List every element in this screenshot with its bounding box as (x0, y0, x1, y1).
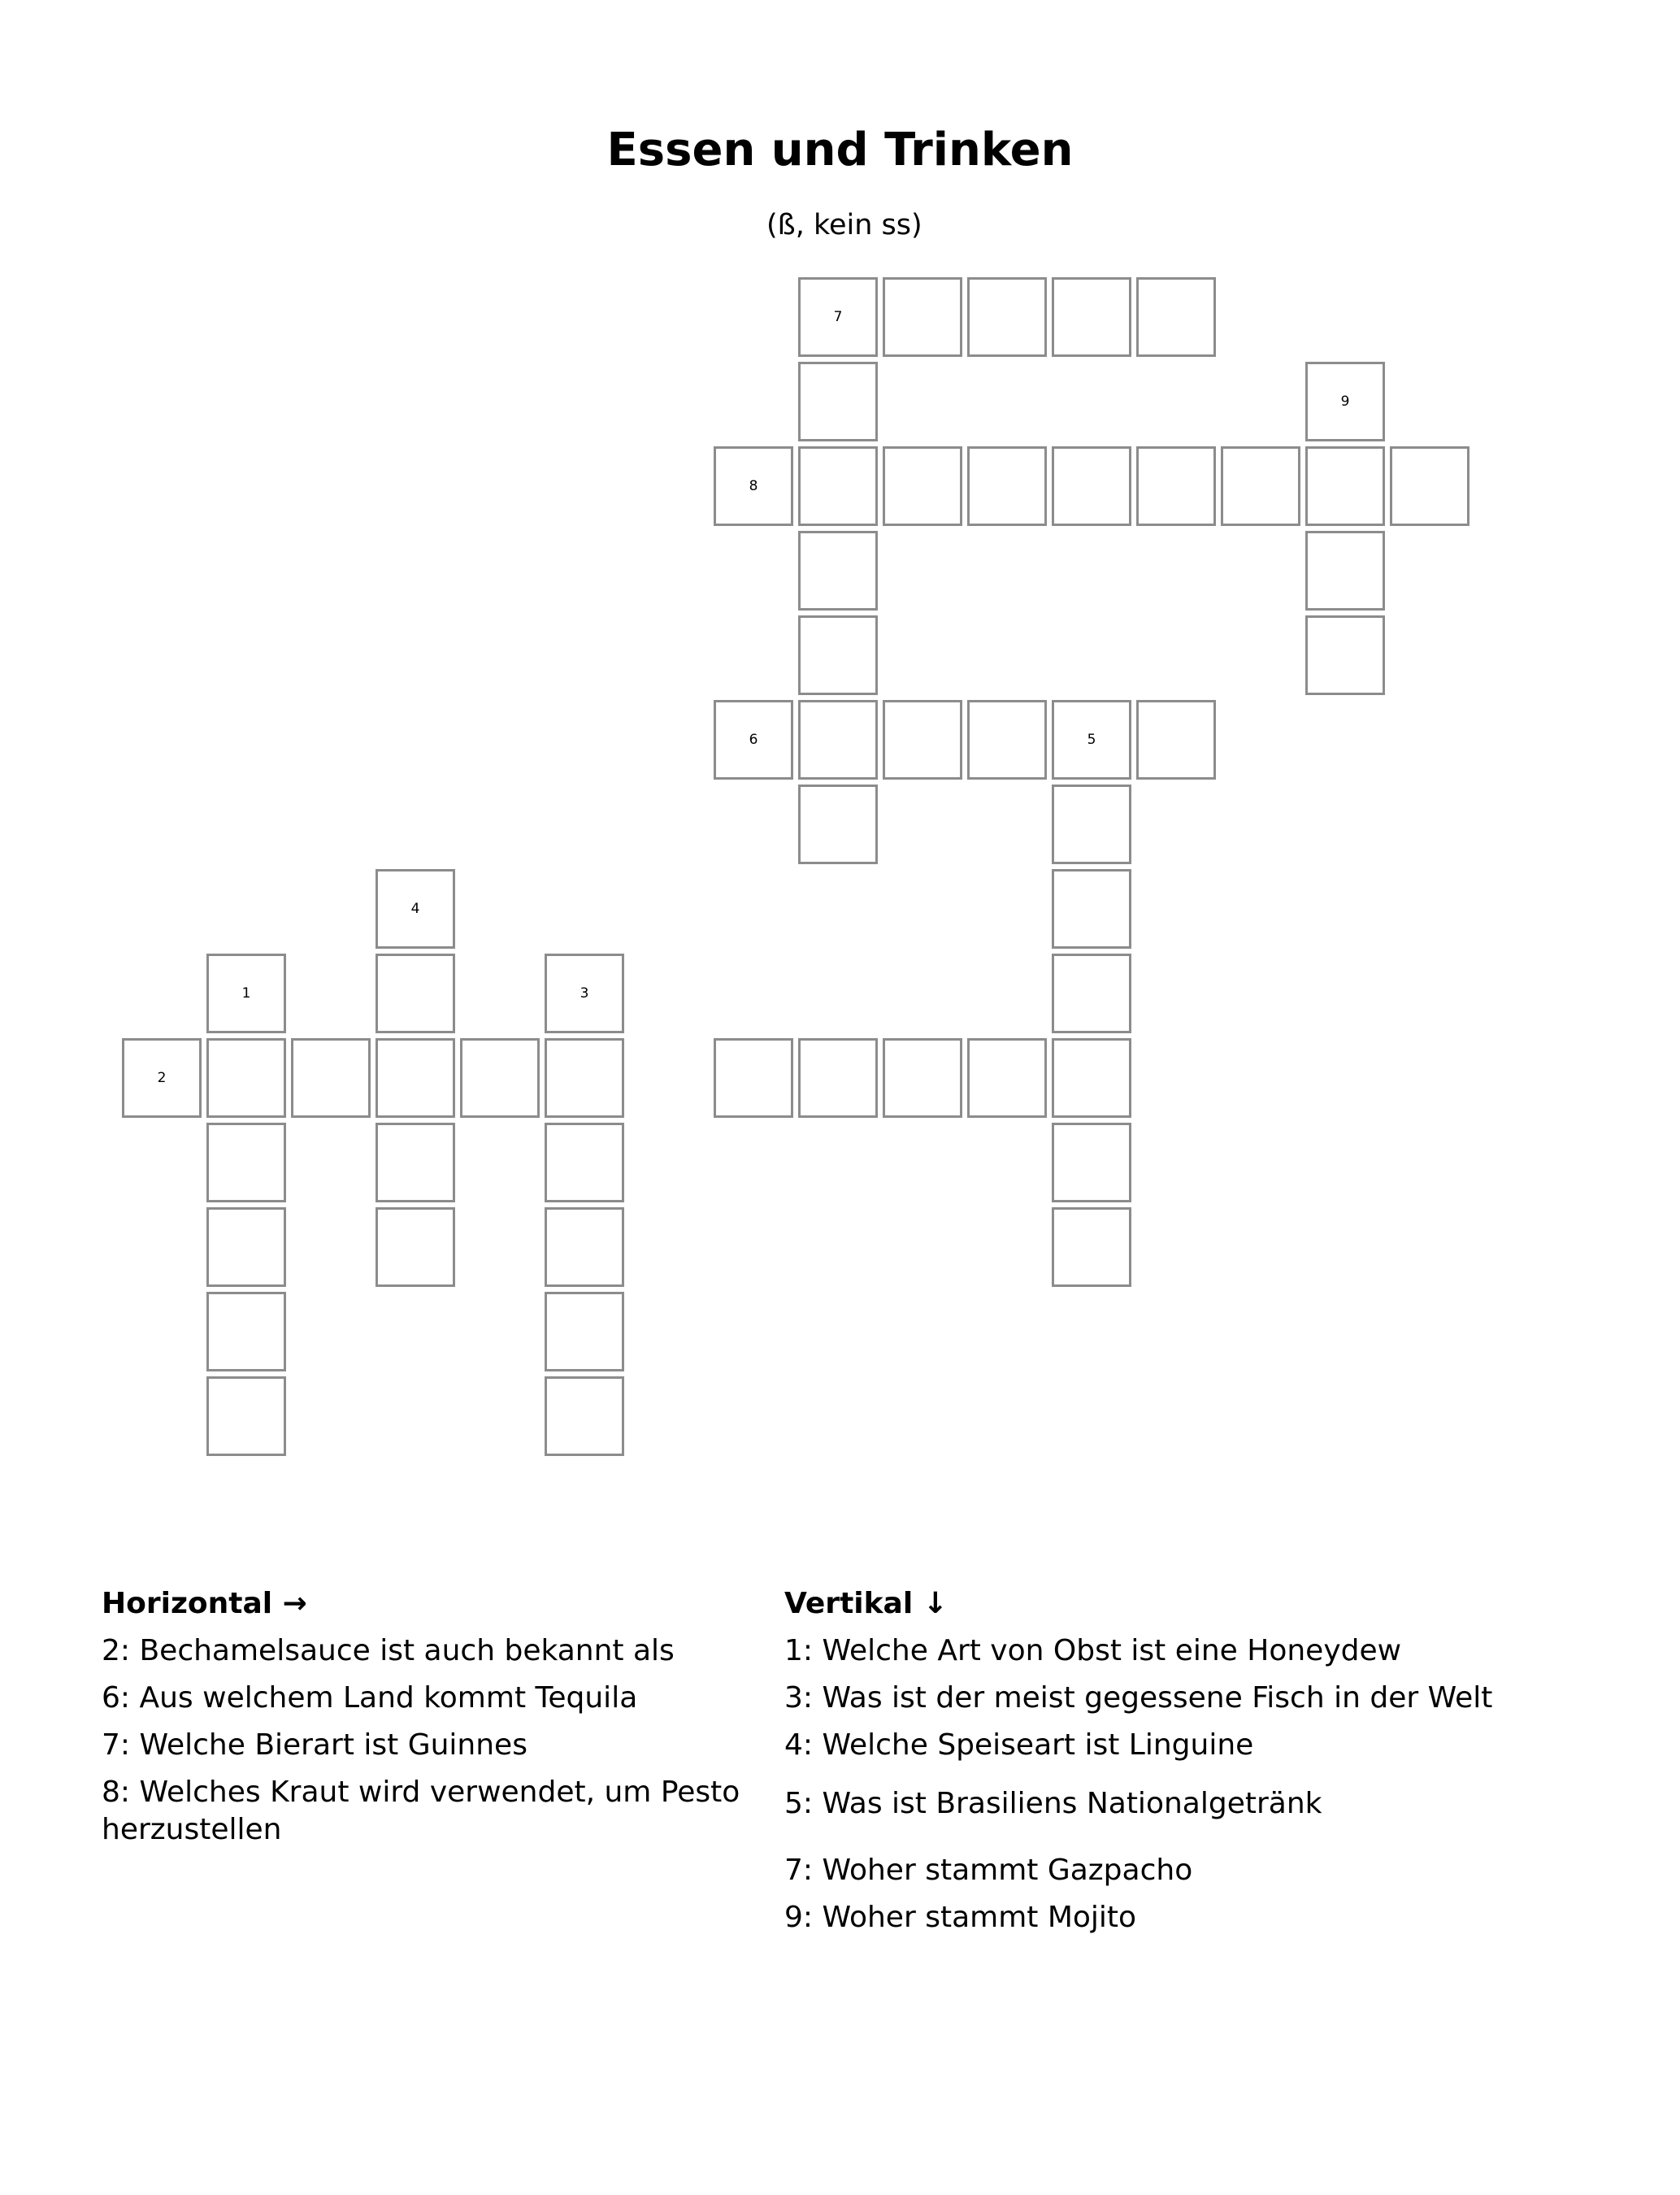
clue-across-6: 6: Aus welchem Land kommt Tequila (102, 1681, 638, 1715)
crossword-cell[interactable] (376, 1038, 455, 1118)
crossword-cell[interactable] (545, 1376, 624, 1456)
crossword-cell-2[interactable]: 2 (122, 1038, 202, 1118)
crossword-cell[interactable] (798, 785, 878, 864)
crossword-cell[interactable] (798, 531, 878, 611)
clue-down-5: 5: Was ist Brasiliens Nationalgetränk (784, 1787, 1322, 1820)
crossword-cell[interactable] (1052, 785, 1131, 864)
crossword-cell[interactable] (883, 277, 962, 357)
crossword-cell[interactable] (883, 700, 962, 780)
crossword-cell[interactable] (1305, 615, 1385, 695)
crossword-cell[interactable] (798, 362, 878, 441)
crossword-cell[interactable] (291, 1038, 371, 1118)
crossword-cell[interactable] (376, 954, 455, 1033)
crossword-cell[interactable] (545, 1292, 624, 1371)
crossword-cell-6[interactable]: 6 (714, 700, 793, 780)
crossword-cell[interactable] (545, 1123, 624, 1202)
crossword-cell[interactable] (545, 1038, 624, 1118)
crossword-cell[interactable] (206, 1123, 286, 1202)
clue-down-4: 4: Welche Speiseart ist Linguine (784, 1728, 1254, 1762)
crossword-cell[interactable] (1136, 277, 1216, 357)
crossword-cell[interactable] (798, 615, 878, 695)
page-subtitle: (ß, kein ss) (766, 209, 922, 241)
crossword-cell[interactable] (1052, 1207, 1131, 1287)
crossword-cell[interactable] (967, 700, 1047, 780)
down-clues (784, 1585, 1597, 1946)
crossword-cell[interactable] (206, 1207, 286, 1287)
crossword-cell-1[interactable]: 1 (206, 954, 286, 1033)
crossword-cell[interactable] (714, 1038, 793, 1118)
crossword-cell[interactable] (1136, 700, 1216, 780)
clue-down-3: 3: Was ist der meist gegessene Fisch in der Welt (784, 1681, 1493, 1715)
crossword-cell-5[interactable]: 5 (1052, 700, 1131, 780)
crossword-cell[interactable] (545, 1207, 624, 1287)
crossword-cell[interactable] (206, 1292, 286, 1371)
crossword-cell[interactable] (883, 1038, 962, 1118)
crossword-cell[interactable] (376, 1123, 455, 1202)
crossword-cell[interactable] (798, 1038, 878, 1118)
clue-across-7: 7: Welche Bierart ist Guinnes (102, 1728, 527, 1762)
clue-down-7: 7: Woher stammt Gazpacho (784, 1854, 1193, 1887)
clue-down-9: 9: Woher stammt Mojito (784, 1901, 1137, 1934)
clue-across-8: 8: Welches Kraut wird verwendet, um Pesto herzustellen (102, 1776, 740, 1846)
crossword-cell[interactable] (798, 700, 878, 780)
crossword-cell[interactable] (1052, 446, 1131, 526)
across-heading: Horizontal → (102, 1587, 307, 1620)
crossword-cell[interactable] (206, 1376, 286, 1456)
crossword-cell[interactable] (1305, 531, 1385, 611)
crossword-cell[interactable] (798, 446, 878, 526)
crossword-cell-9[interactable]: 9 (1305, 362, 1385, 441)
crossword-cell[interactable] (1052, 1038, 1131, 1118)
crossword-cell[interactable] (376, 1207, 455, 1287)
crossword-cell-4[interactable]: 4 (376, 869, 455, 949)
clue-down-1: 1: Welche Art von Obst ist eine Honeydew (784, 1634, 1402, 1667)
crossword-cell[interactable] (1052, 1123, 1131, 1202)
crossword-cell[interactable] (1052, 954, 1131, 1033)
crossword-cell[interactable] (1052, 869, 1131, 949)
crossword-cell-3[interactable]: 3 (545, 954, 624, 1033)
crossword-cell[interactable] (460, 1038, 540, 1118)
crossword-cell[interactable] (883, 446, 962, 526)
page-title: Essen und Trinken (606, 124, 1074, 176)
crossword-cell[interactable] (1305, 446, 1385, 526)
crossword-cell-8[interactable]: 8 (714, 446, 793, 526)
crossword-cell[interactable] (1390, 446, 1469, 526)
crossword-cell[interactable] (967, 277, 1047, 357)
crossword-cell-7[interactable]: 7 (798, 277, 878, 357)
down-heading: Vertikal ↓ (784, 1587, 948, 1620)
across-clues (102, 1585, 752, 1858)
crossword-cell[interactable] (206, 1038, 286, 1118)
crossword-cell[interactable] (1052, 277, 1131, 357)
crossword-cell[interactable] (967, 446, 1047, 526)
clue-across-2: 2: Bechamelsauce ist auch bekannt als (102, 1634, 675, 1667)
crossword-cell[interactable] (967, 1038, 1047, 1118)
crossword-cell[interactable] (1221, 446, 1300, 526)
crossword-cell[interactable] (1136, 446, 1216, 526)
